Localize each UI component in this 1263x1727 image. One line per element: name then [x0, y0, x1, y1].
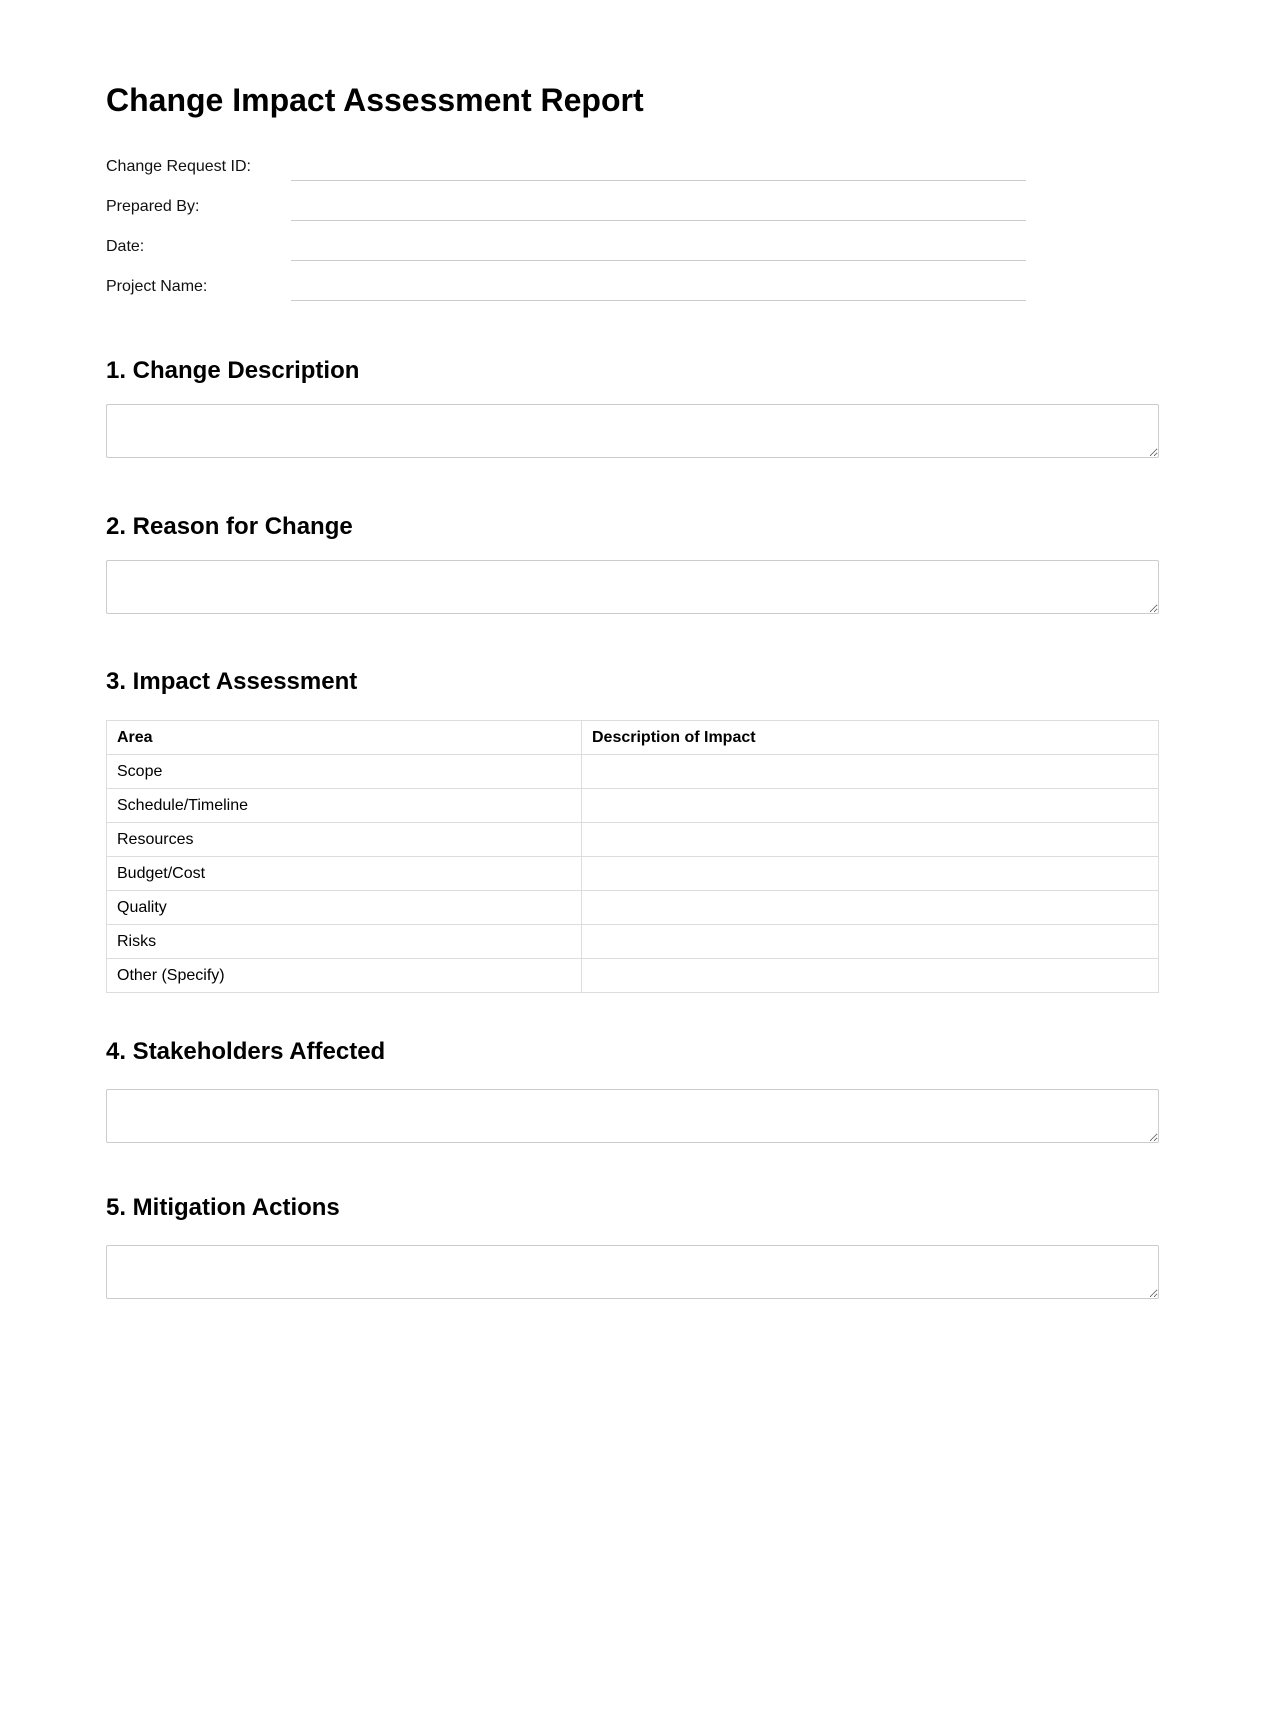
meta-row-prepared-by: [106, 190, 1159, 230]
area-cell: Other (Specify): [107, 959, 582, 993]
meta-fields: [106, 150, 1159, 310]
stakeholders-affected-heading: 4. Stakeholders Affected: [106, 1038, 386, 1065]
column-header-area: Area: [107, 721, 582, 755]
table-row: [107, 823, 1159, 857]
description-cell[interactable]: [582, 925, 1159, 959]
area-cell: Risks: [107, 925, 582, 959]
project-name-input[interactable]: [291, 270, 1026, 301]
table-row: [107, 891, 1159, 925]
table-header-row: [107, 721, 1159, 755]
description-cell[interactable]: [582, 789, 1159, 823]
table-row: [107, 925, 1159, 959]
area-cell: Quality: [107, 891, 582, 925]
area-cell: Schedule/Timeline: [107, 789, 582, 823]
table-row: [107, 959, 1159, 993]
date-input[interactable]: [291, 230, 1026, 261]
table-row: [107, 857, 1159, 891]
impact-assessment-heading: 3. Impact Assessment: [106, 668, 358, 695]
description-cell[interactable]: [582, 959, 1159, 993]
area-cell: Budget/Cost: [107, 857, 582, 891]
description-cell[interactable]: [582, 891, 1159, 925]
table-row: [107, 755, 1159, 789]
meta-row-change-request-id: [106, 150, 1159, 190]
stakeholders-affected-textarea[interactable]: [106, 1089, 1159, 1143]
description-cell[interactable]: [582, 823, 1159, 857]
column-header-description: Description of Impact: [582, 721, 1159, 755]
date-label: Date:: [106, 238, 145, 255]
description-cell[interactable]: [582, 755, 1159, 789]
area-cell: Scope: [107, 755, 582, 789]
reason-for-change-textarea[interactable]: [106, 560, 1159, 614]
change-request-id-label: Change Request ID:: [106, 158, 251, 175]
mitigation-actions-heading: 5. Mitigation Actions: [106, 1194, 340, 1221]
area-cell: Resources: [107, 823, 582, 857]
change-description-textarea[interactable]: [106, 404, 1159, 458]
description-cell[interactable]: [582, 857, 1159, 891]
meta-row-date: [106, 230, 1159, 270]
page-title: Change Impact Assessment Report: [106, 82, 644, 118]
change-description-heading: 1. Change Description: [106, 357, 360, 384]
mitigation-actions-textarea[interactable]: [106, 1245, 1159, 1299]
change-request-id-input[interactable]: [291, 150, 1026, 181]
meta-row-project-name: [106, 270, 1159, 310]
prepared-by-label: Prepared By:: [106, 198, 200, 215]
impact-assessment-table: [106, 720, 1159, 993]
prepared-by-input[interactable]: [291, 190, 1026, 221]
project-name-label: Project Name:: [106, 278, 208, 295]
table-row: [107, 789, 1159, 823]
reason-for-change-heading: 2. Reason for Change: [106, 513, 353, 540]
